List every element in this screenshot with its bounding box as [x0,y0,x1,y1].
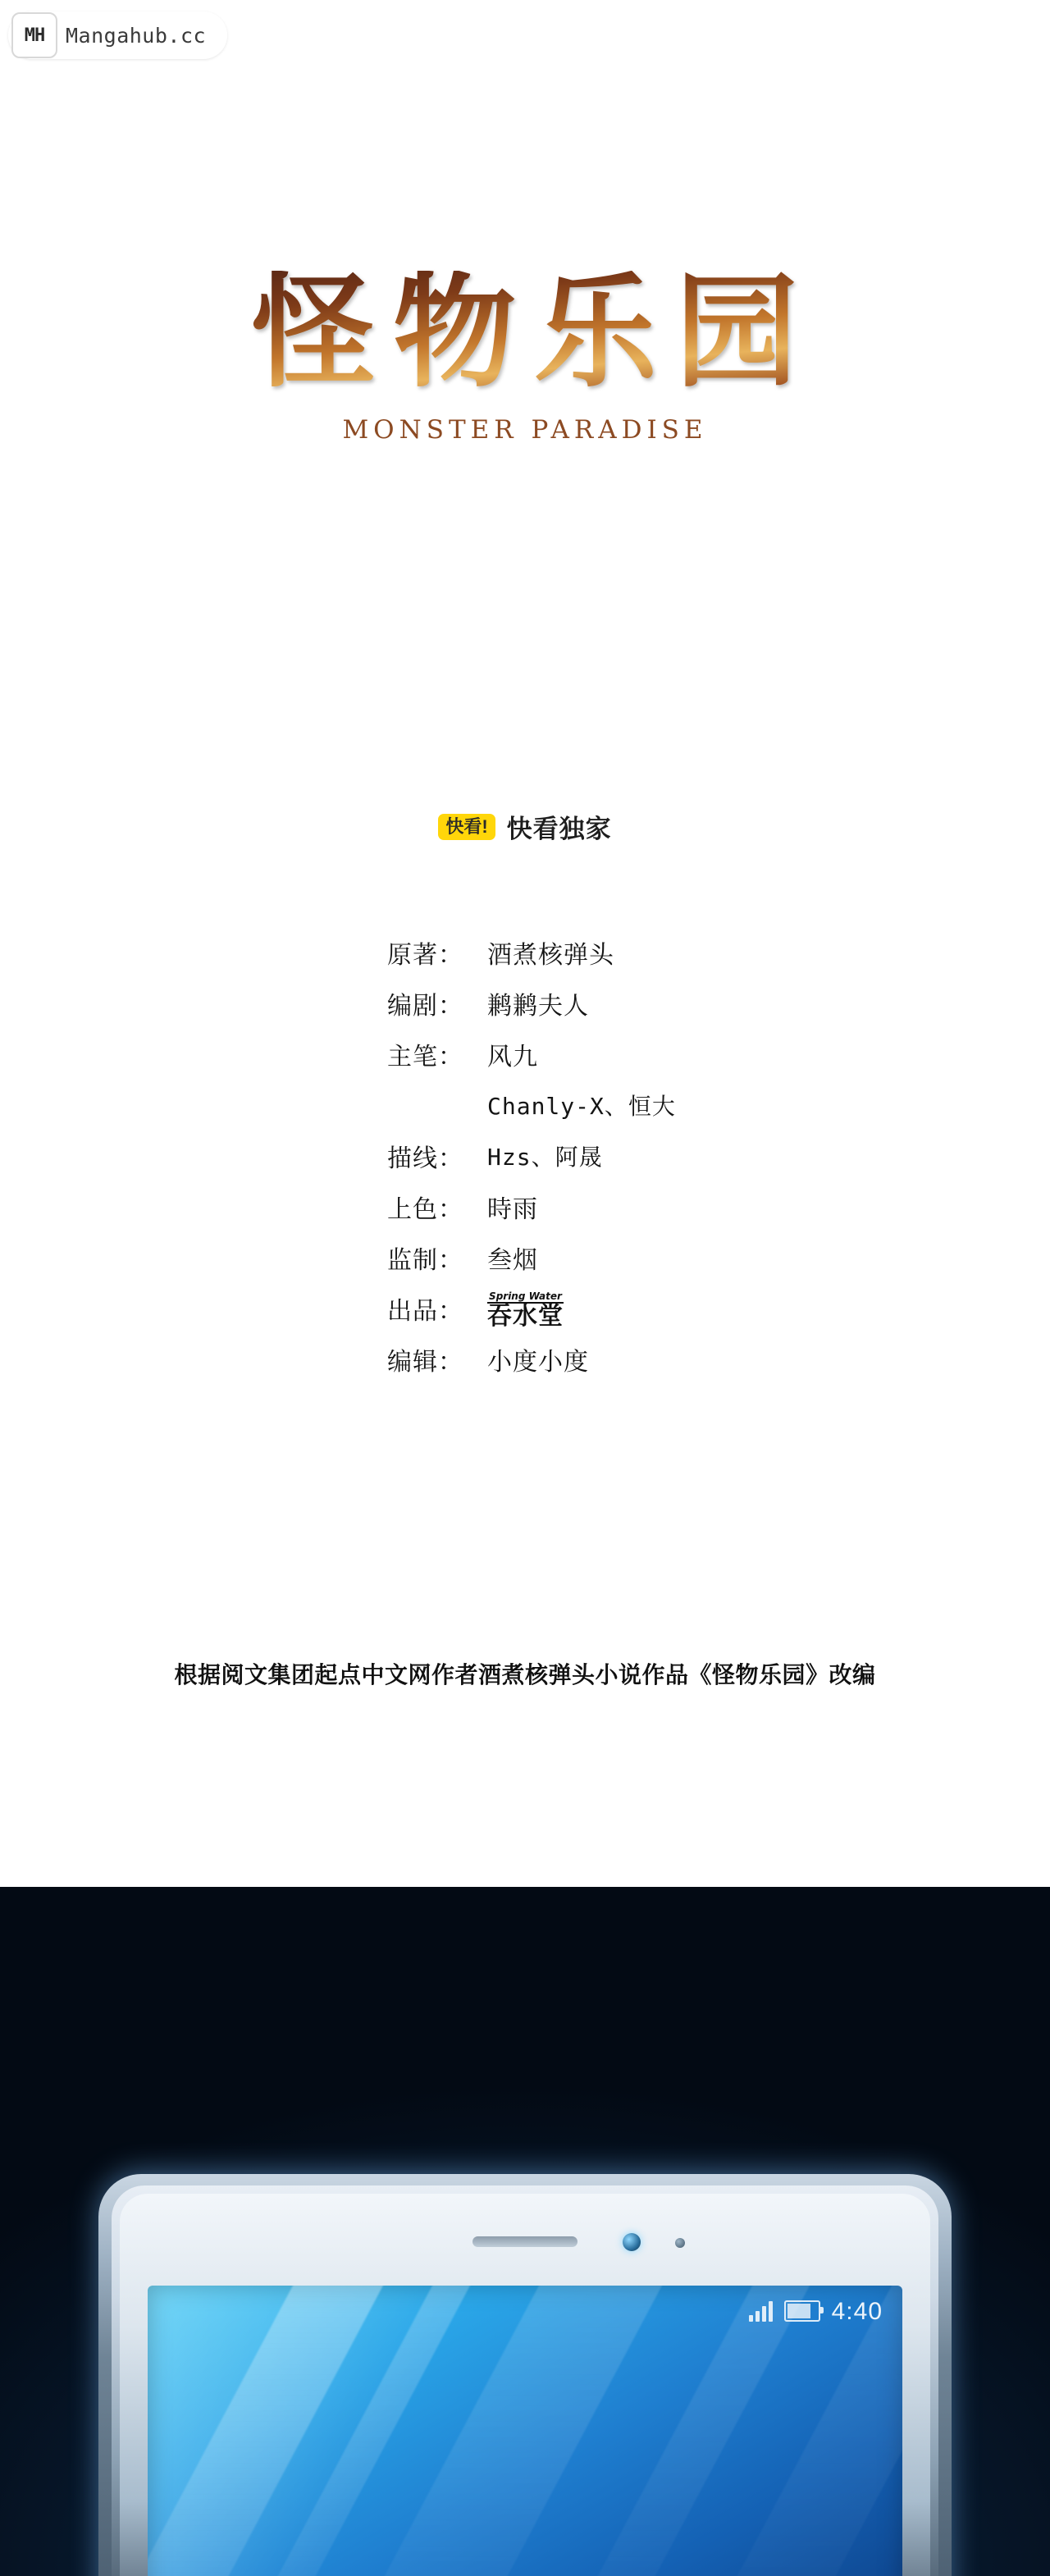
title-chinese: 怪物乐园 [0,271,1050,394]
credit-label: 上色： [387,1196,463,1223]
exclusive-label: 快看独家 [506,815,612,843]
adaptation-note: 根据阅文集团起点中文网作者酒煮核弹头小说作品《怪物乐园》改编 [174,1662,876,1688]
credit-label: 出品： [387,1298,463,1325]
credit-row [0,1181,1050,1232]
credit-value: 风九 [487,1044,538,1071]
title-block [0,260,1050,445]
credit-value: 鹣鹣夫人 [487,993,589,1020]
phone-speaker-icon [472,2236,578,2247]
credit-label: 监制： [387,1247,463,1274]
title-english: MONSTER PARADISE [342,415,708,445]
credit-label: 编辑： [387,1349,463,1376]
credits-list [0,927,1050,1385]
credit-row [0,927,1050,978]
credit-row [0,1232,1050,1283]
credit-value: 叁烟 [487,1247,538,1274]
phone-clock: 4:40 [831,2297,883,2325]
credit-row [0,1130,1050,1181]
credit-row [0,978,1050,1029]
site-logo-icon: MH [11,12,57,58]
credit-row [0,1080,1050,1130]
credit-value: Chanly-X、恒大 [487,1093,676,1120]
phone-screen [148,2286,902,2576]
kuaikan-badge-icon: 快看! [438,814,495,840]
battery-icon [784,2300,820,2322]
phone-status-bar [749,2297,883,2325]
phone-bezel [120,2194,930,2576]
publisher-logo-main-text: 吞水堂 [487,1302,564,1331]
phone-body [112,2185,938,2576]
comic-panel-dark [0,1887,1050,2576]
credit-label: 编剧： [387,993,463,1020]
publisher-logo-icon [487,1291,564,1329]
credit-value: 時雨 [487,1196,538,1223]
credit-row-publisher [0,1283,1050,1334]
phone-sensor-icon [675,2238,685,2248]
publisher-logo-top-text: Spring Water [489,1290,562,1302]
credit-row [0,1334,1050,1385]
credit-row [0,1029,1050,1080]
credit-label: 描线： [387,1145,463,1172]
credit-value: Hzs、阿晟 [487,1144,603,1171]
phone-camera-icon [623,2233,641,2251]
exclusive-row [0,808,1050,845]
phone-illustration [98,2174,952,2576]
credit-label: 主笔： [387,1044,463,1071]
credit-value: 小度小度 [487,1349,589,1376]
site-watermark-text: Mangahub.cc [66,23,207,48]
credit-value: 酒煮核弹头 [487,942,614,969]
credit-label: 原著： [387,942,463,969]
signal-icon [749,2300,773,2322]
site-watermark [8,11,227,59]
